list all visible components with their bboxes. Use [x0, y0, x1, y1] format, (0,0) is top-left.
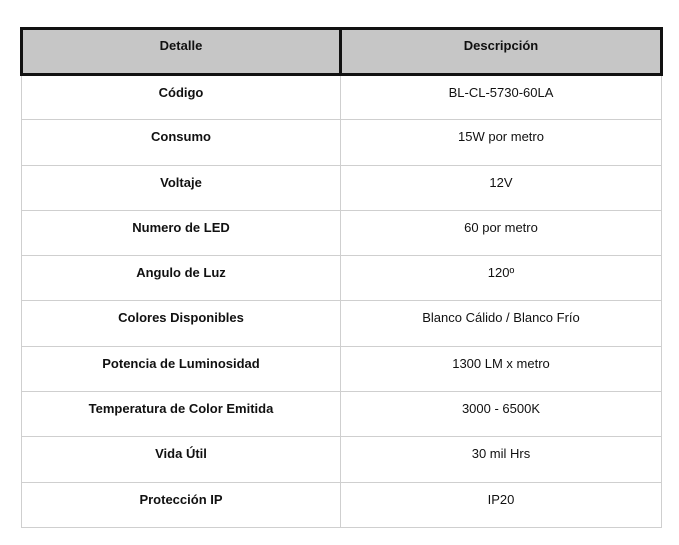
spec-table — [20, 27, 663, 528]
row-label: Voltaje — [22, 165, 341, 210]
row-label: Potencia de Luminosidad — [22, 346, 341, 391]
table-body — [22, 75, 662, 528]
row-value: BL-CL-5730-60LA — [341, 75, 662, 120]
row-value: IP20 — [341, 482, 662, 527]
header-cell-descripcion: Descripción — [341, 29, 662, 75]
row-label: Vida Útil — [22, 437, 341, 482]
table-row — [22, 346, 662, 391]
table-row — [22, 120, 662, 165]
row-label: Angulo de Luz — [22, 256, 341, 301]
row-label: Código — [22, 75, 341, 120]
table-row — [22, 301, 662, 346]
row-label: Consumo — [22, 120, 341, 165]
header-cell-detalle: Detalle — [22, 29, 341, 75]
row-label: Temperatura de Color Emitida — [22, 392, 341, 437]
table-row — [22, 210, 662, 255]
row-label: Colores Disponibles — [22, 301, 341, 346]
row-value: 60 por metro — [341, 210, 662, 255]
table-row — [22, 256, 662, 301]
table-row — [22, 392, 662, 437]
table-row — [22, 437, 662, 482]
row-value: 3000 - 6500K — [341, 392, 662, 437]
table-row — [22, 165, 662, 210]
row-value: Blanco Cálido / Blanco Frío — [341, 301, 662, 346]
table-header — [22, 29, 662, 75]
header-row — [22, 29, 662, 75]
row-value: 30 mil Hrs — [341, 437, 662, 482]
row-value: 1300 LM x metro — [341, 346, 662, 391]
row-label: Numero de LED — [22, 210, 341, 255]
row-value: 12V — [341, 165, 662, 210]
row-value: 15W por metro — [341, 120, 662, 165]
table-row — [22, 482, 662, 527]
table-row — [22, 75, 662, 120]
row-label: Protección IP — [22, 482, 341, 527]
row-value: 120º — [341, 256, 662, 301]
